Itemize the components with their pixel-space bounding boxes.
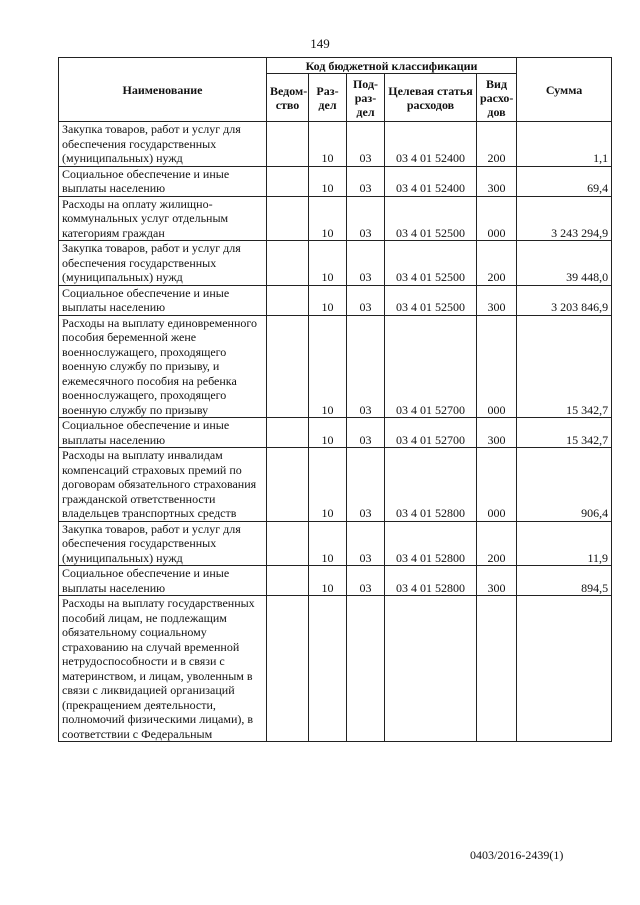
table-row bbox=[59, 315, 612, 418]
row-vedomstvo bbox=[267, 315, 309, 418]
header-name: Наименование bbox=[59, 58, 267, 122]
row-podrazdel: 03 bbox=[347, 448, 385, 522]
table-row bbox=[59, 122, 612, 167]
table-body bbox=[59, 122, 612, 742]
table-row bbox=[59, 241, 612, 286]
row-sum: 69,4 bbox=[517, 166, 612, 196]
row-vedomstvo bbox=[267, 521, 309, 566]
row-vid: 300 bbox=[477, 418, 517, 448]
row-podrazdel: 03 bbox=[347, 166, 385, 196]
row-vid: 000 bbox=[477, 315, 517, 418]
row-vid bbox=[477, 596, 517, 742]
row-podrazdel: 03 bbox=[347, 122, 385, 167]
row-name: Расходы на оплату жилищно-коммунальных услуг отдельным категориям граждан bbox=[59, 196, 267, 241]
row-podrazdel: 03 bbox=[347, 196, 385, 241]
row-sum: 15 342,7 bbox=[517, 418, 612, 448]
row-razdel bbox=[309, 596, 347, 742]
row-podrazdel: 03 bbox=[347, 315, 385, 418]
row-name: Расходы на выплату государственных пособий лицам, не подлежащим обязательному социальному страхованию на случай временной нетрудоспособности и в связи с материнством, и лицам, уволенным в связи с ликвидацией организаций (прекращением деятельности, полномочий физическими лицами), в соответствии с Федеральным bbox=[59, 596, 267, 742]
row-vedomstvo bbox=[267, 241, 309, 286]
row-target: 03 4 01 52400 bbox=[385, 166, 477, 196]
table-row bbox=[59, 566, 612, 596]
header-razdel: Раз-дел bbox=[309, 74, 347, 122]
row-podrazdel: 03 bbox=[347, 521, 385, 566]
budget-table bbox=[58, 57, 612, 742]
row-name: Социальное обеспечение и иные выплаты населению bbox=[59, 418, 267, 448]
header-sum: Сумма bbox=[517, 58, 612, 122]
row-razdel: 10 bbox=[309, 166, 347, 196]
row-name: Закупка товаров, работ и услуг для обеспечения государственных (муниципальных) нужд bbox=[59, 122, 267, 167]
row-podrazdel: 03 bbox=[347, 566, 385, 596]
row-vedomstvo bbox=[267, 166, 309, 196]
row-sum: 894,5 bbox=[517, 566, 612, 596]
row-name: Социальное обеспечение и иные выплаты населению bbox=[59, 566, 267, 596]
row-target: 03 4 01 52500 bbox=[385, 196, 477, 241]
table-row bbox=[59, 285, 612, 315]
row-razdel: 10 bbox=[309, 241, 347, 286]
row-podrazdel: 03 bbox=[347, 418, 385, 448]
row-razdel: 10 bbox=[309, 448, 347, 522]
row-vid: 300 bbox=[477, 166, 517, 196]
row-vedomstvo bbox=[267, 122, 309, 167]
row-target: 03 4 01 52500 bbox=[385, 241, 477, 286]
header-vedomstvo: Ведом-ство bbox=[267, 74, 309, 122]
row-razdel: 10 bbox=[309, 521, 347, 566]
row-target: 03 4 01 52800 bbox=[385, 448, 477, 522]
row-razdel: 10 bbox=[309, 315, 347, 418]
row-sum: 1,1 bbox=[517, 122, 612, 167]
row-vedomstvo bbox=[267, 566, 309, 596]
footer-code: 0403/2016-2439(1) bbox=[470, 848, 564, 862]
row-vid: 000 bbox=[477, 448, 517, 522]
row-vedomstvo bbox=[267, 596, 309, 742]
row-target: 03 4 01 52400 bbox=[385, 122, 477, 167]
header-target: Целевая статья расходов bbox=[385, 74, 477, 122]
page-number: 149 bbox=[310, 36, 330, 51]
row-sum: 906,4 bbox=[517, 448, 612, 522]
row-vid: 300 bbox=[477, 566, 517, 596]
row-vid: 200 bbox=[477, 521, 517, 566]
row-sum: 3 243 294,9 bbox=[517, 196, 612, 241]
row-target: 03 4 01 52800 bbox=[385, 566, 477, 596]
row-sum: 39 448,0 bbox=[517, 241, 612, 286]
row-target: 03 4 01 52800 bbox=[385, 521, 477, 566]
row-razdel: 10 bbox=[309, 122, 347, 167]
row-razdel: 10 bbox=[309, 196, 347, 241]
header-vid: Вид расхо-дов bbox=[477, 74, 517, 122]
row-name: Закупка товаров, работ и услуг для обеспечения государственных (муниципальных) нужд bbox=[59, 241, 267, 286]
row-sum: 15 342,7 bbox=[517, 315, 612, 418]
row-vedomstvo bbox=[267, 448, 309, 522]
row-sum: 11,9 bbox=[517, 521, 612, 566]
row-target: 03 4 01 52500 bbox=[385, 285, 477, 315]
row-vid: 300 bbox=[477, 285, 517, 315]
row-name: Расходы на выплату инвалидам компенсаций страховых премий по договорам обязательного страхования гражданской ответственности владельцев транспортных средств bbox=[59, 448, 267, 522]
row-vid: 200 bbox=[477, 122, 517, 167]
table-row bbox=[59, 596, 612, 742]
table-row bbox=[59, 448, 612, 522]
row-razdel: 10 bbox=[309, 418, 347, 448]
row-vedomstvo bbox=[267, 418, 309, 448]
row-sum bbox=[517, 596, 612, 742]
row-razdel: 10 bbox=[309, 566, 347, 596]
row-name: Социальное обеспечение и иные выплаты населению bbox=[59, 166, 267, 196]
table-row bbox=[59, 418, 612, 448]
row-podrazdel: 03 bbox=[347, 285, 385, 315]
row-name: Закупка товаров, работ и услуг для обеспечения государственных (муниципальных) нужд bbox=[59, 521, 267, 566]
row-name: Социальное обеспечение и иные выплаты населению bbox=[59, 285, 267, 315]
row-vid: 200 bbox=[477, 241, 517, 286]
row-vedomstvo bbox=[267, 285, 309, 315]
row-razdel: 10 bbox=[309, 285, 347, 315]
row-sum: 3 203 846,9 bbox=[517, 285, 612, 315]
row-vid: 000 bbox=[477, 196, 517, 241]
row-target bbox=[385, 596, 477, 742]
table-row bbox=[59, 196, 612, 241]
row-target: 03 4 01 52700 bbox=[385, 418, 477, 448]
row-name: Расходы на выплату единовременного пособия беременной жене военнослужащего, проходящего военную службу по призыву, и ежемесячного пособия на ребенка военнослужащего, проходящего военную службу по призыву bbox=[59, 315, 267, 418]
table-row bbox=[59, 521, 612, 566]
row-podrazdel: 03 bbox=[347, 241, 385, 286]
row-podrazdel bbox=[347, 596, 385, 742]
header-code-group: Код бюджетной классификации bbox=[267, 58, 517, 74]
header-podrazdel: Под-раз-дел bbox=[347, 74, 385, 122]
table-row bbox=[59, 166, 612, 196]
row-target: 03 4 01 52700 bbox=[385, 315, 477, 418]
row-vedomstvo bbox=[267, 196, 309, 241]
